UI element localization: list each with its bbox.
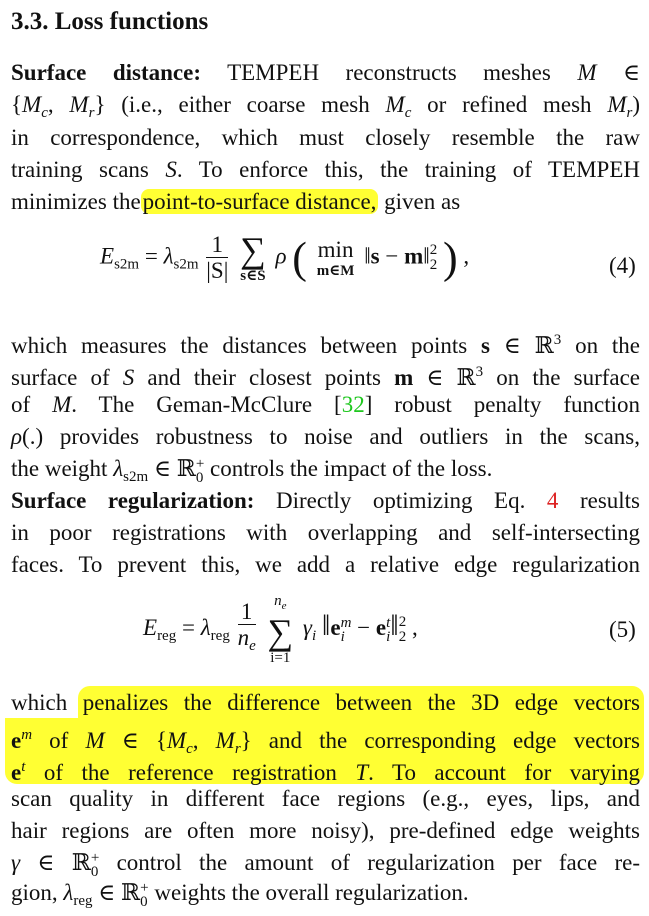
section-heading: 3.3. Loss functions xyxy=(11,8,209,35)
para4-line6: γ ∈ ℝ+ 0 control the amount of regularization per face re- xyxy=(11,849,640,880)
para3-line2: in poor registrations with overlapping and self-intersecting xyxy=(11,520,640,545)
para1-title: Surface distance: xyxy=(11,60,201,85)
para1-line5 xyxy=(11,187,460,217)
para3-title: Surface regularization: xyxy=(11,488,255,513)
citation-32[interactable]: 32 xyxy=(341,392,365,417)
para1-line2: {$M_c$, $M_r$} (i.e., either coarse mesh $M_c$ or refined mesh $M_r$) xyxy=(11,92,640,121)
para1-line1-text: TEMPEH reconstructs meshes M ∈ xyxy=(227,60,640,85)
para2-line3: of M. The Geman-McClure [32] robust penalty function xyxy=(11,392,640,417)
para4-line1-hl: penalizes the difference between the 3D edge vectors xyxy=(82,690,641,715)
para4-line5: hair regions are often more noisy), pre-defined edge weights xyxy=(11,818,640,843)
equation-5: $E_{reg} = \lambda_{reg}$ $\frac{1}{n_e}$ $n_e$ ∑ i=1 $\gamma_i$ ‖em i − et i‖2 2 , xyxy=(143,593,418,666)
para2-line5: the weight $\lambda_{s2m}$ ∈ ℝ+ 0 controls the impact of the loss. xyxy=(11,455,493,486)
para4-line1 xyxy=(11,688,640,718)
eq4-number: (4) xyxy=(609,253,636,278)
para3-line3: faces. To prevent this, we add a relative edge regularization xyxy=(11,552,640,577)
eq5-sum: $n_e$ ∑ i=1 xyxy=(267,593,294,666)
para3-line1-text: Directly optimizing Eq. 4 results xyxy=(275,488,640,513)
para4-line7: gion, $\lambda_{reg}$ ∈ ℝ+ 0 weights the overall regularization. xyxy=(11,879,469,910)
eq5-number: (5) xyxy=(609,617,636,642)
highlight-point-to-surface: point-to-surface distance, xyxy=(142,189,377,214)
eq4-sum: ∑ s∈S xyxy=(240,230,266,284)
para1-line5-pre: minimizes the xyxy=(11,189,141,214)
para2-line1: which measures the distances between points s ∈ ℝ$^3$ on the xyxy=(11,332,640,358)
para4-line3: $e^t$ of the reference registration T. To account for varying xyxy=(11,759,640,785)
para1-line4: training scans S. To enforce this, the training of TEMPEH xyxy=(11,157,640,182)
para2-line4: ρ(.) provides robustness to noise and outliers in the scans, xyxy=(11,424,640,449)
para4-line4: scan quality in different face regions (e.g., eyes, lips, and xyxy=(11,786,640,811)
para1-line1 xyxy=(11,58,640,88)
para3-line1 xyxy=(11,486,640,516)
para1-line3: in correspondence, which must closely resemble the raw xyxy=(11,125,640,150)
para4-line2: $e^m$ of M ∈ {$M_c$, $M_r$} and the corresponding edge vectors xyxy=(11,727,640,757)
para1-line5-post: given as xyxy=(384,189,461,214)
eq4-fraction: $\frac{1}{|S|}$ xyxy=(206,231,229,283)
equation-ref-4[interactable]: 4 xyxy=(546,488,559,513)
para4-line1-pre: which xyxy=(11,690,68,715)
para2-line2: surface of S and their closest points m ∈ ℝ$^3$ on the surface xyxy=(11,364,641,390)
eq4-min: min m∈M xyxy=(316,237,355,279)
eq5-fraction: $\frac{1}{n_e}$ xyxy=(237,599,256,654)
equation-4: $E_{s2m} = \lambda_{s2m}$ $\frac{1}{|S|}$ ∑ s∈S ρ ( min m∈M ‖s − m‖2 2 ) , xyxy=(100,230,470,284)
